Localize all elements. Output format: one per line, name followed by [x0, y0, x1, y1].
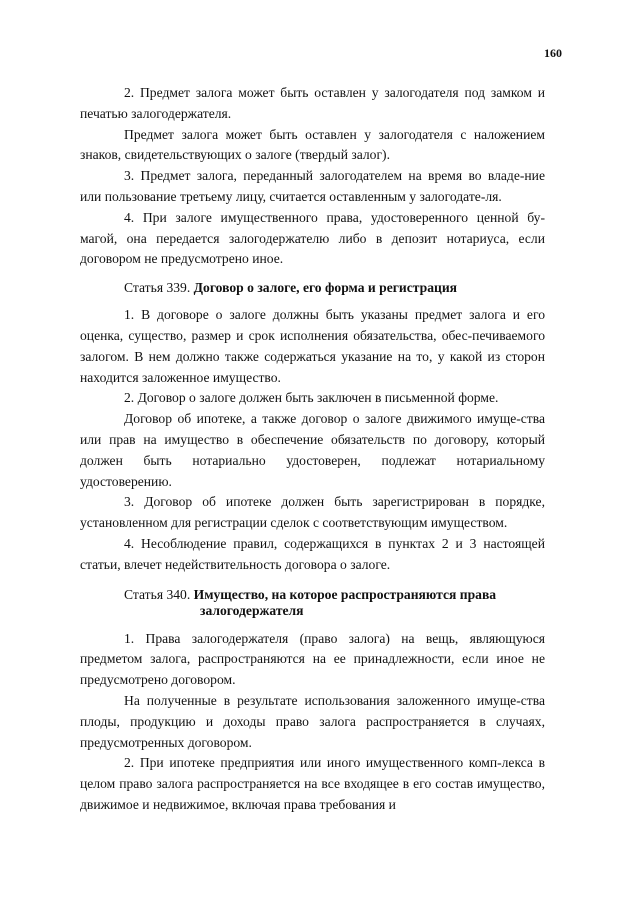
paragraph: 2. При ипотеке предприятия или иного имущественного комп-лекса в целом право залога распространяется на все входящее в его состав имущество, движимое и недвижимое, включая права требования и: [80, 755, 545, 812]
paragraph: 1. В договоре о залоге должны быть указаны предмет залога и его оценка, существо, размер и срок исполнения обязательства, обес-печиваемого залогом. В нем должно также содержаться указание на то, у какой из сторон находится заложенное имущество.: [80, 307, 545, 385]
page-number: 160: [544, 46, 562, 60]
page-content: [80, 83, 545, 816]
paragraph: 4. Несоблюдение правил, содержащихся в пунктах 2 и 3 настоящей статьи, влечет недействительность договора о залоге.: [80, 535, 545, 572]
paragraph: Предмет залога может быть оставлен у залогодателя с наложением знаков, свидетельствующих о залоге (твердый залог).: [80, 126, 545, 163]
paragraph: Договор об ипотеке, а также договор о залоге движимого имуще-ства или прав на имущество в обеспечение обязательств по договору, который должен быть нотариально удостоверен, подлежат нотариальному удостоверению.: [80, 411, 545, 489]
paragraph: На полученные в результате использования заложенного имуще-ства плоды, продукцию и доходы право залога распространяется в случаях, предусмотренных договором.: [80, 692, 545, 750]
article-title: Имущество, на которое распространяются права: [193, 586, 497, 602]
article-title: Договор о залоге, его форма и регистрация: [193, 280, 458, 296]
article-title-continuation: залогодержателя: [200, 602, 304, 618]
paragraph: 2. Договор о залоге должен быть заключен в письменной форме.: [124, 390, 499, 406]
article-label: Статья 340.: [124, 586, 191, 602]
article-340-heading: [80, 587, 545, 619]
paragraph: 3. Предмет залога, переданный залогодателем на время во владе-ние или пользование третьему лицу, считается оставленным у залогодате-ля.: [80, 168, 545, 204]
article-339-heading: [80, 279, 545, 296]
paragraph: 2. Предмет залога может быть оставлен у залогодателя под замком и печатью залогодержателя.: [80, 85, 545, 121]
paragraph: 1. Права залогодержателя (право залога) на вещь, являющуюся предметом залога, распространяются на ее принадлежности, если иное не предусмотрено договором.: [80, 630, 545, 688]
paragraph: 4. При залоге имущественного права, удостоверенного ценной бу-магой, она передается залогодержателю либо в депозит нотариуса, если договором не предусмотрено иное.: [80, 209, 545, 267]
article-label: Статья 339.: [124, 280, 191, 296]
paragraph: 3. Договор об ипотеке должен быть зарегистрирован в порядке, установленном для регистрации сделок с соответствующим имуществом.: [80, 494, 545, 531]
